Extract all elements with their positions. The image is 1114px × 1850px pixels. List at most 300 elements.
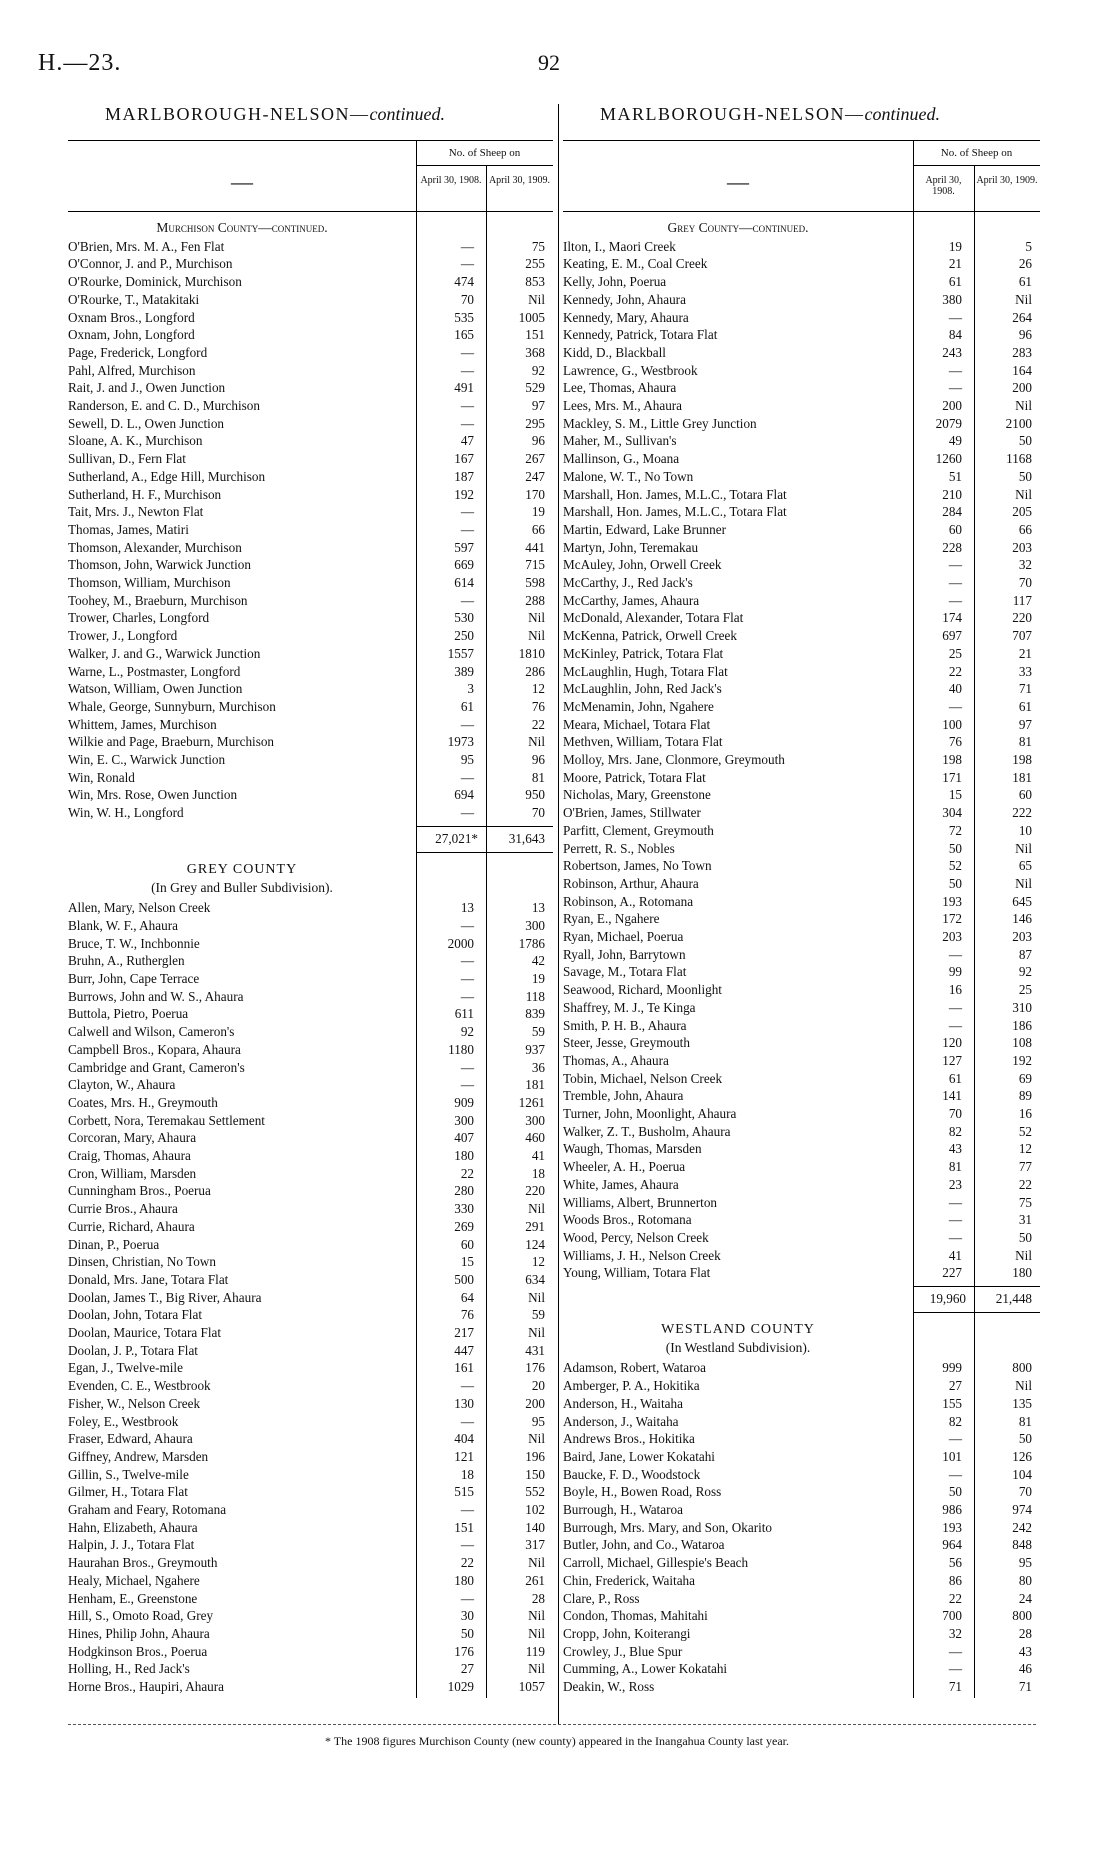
table-row: [68, 362, 553, 380]
table-row: [563, 486, 1040, 504]
table-row: [563, 450, 1040, 468]
row-1908-value: 21: [948, 256, 962, 272]
table-row: [68, 609, 553, 627]
row-name: Andrews Bros., Hokitika: [563, 1431, 695, 1447]
page-number: 92: [538, 50, 560, 75]
row-1909-value: 937: [525, 1041, 545, 1057]
row-1908-value: 161: [454, 1360, 474, 1376]
row-1909-value: 1786: [518, 935, 545, 951]
row-1908-value: 70: [948, 1106, 962, 1121]
row-1908-value: 84: [948, 327, 962, 343]
section-subtitle: (In Westland Subdivision).: [665, 1339, 811, 1355]
row-name: Mackley, S. M., Little Grey Junction: [563, 415, 757, 431]
table-row: [563, 344, 1040, 362]
row-1909-value: 220: [1012, 610, 1032, 626]
header-col-1909: April 30, 1909.: [976, 175, 1038, 186]
table-row: [563, 415, 1040, 433]
row-1908-value: 47: [460, 433, 474, 449]
row-1908-value: —: [460, 953, 474, 969]
table-row: [563, 946, 1040, 964]
row-name: Savage, M., Totara Flat: [563, 964, 687, 980]
header-group-rule: [913, 165, 1040, 166]
total-rule: [416, 826, 553, 827]
row-1909-value: 800: [1012, 1608, 1032, 1624]
row-1908-value: —: [948, 946, 962, 962]
row-1908-value: 22: [948, 1590, 962, 1606]
row-name: Williams, J. H., Nelson Creek: [563, 1247, 721, 1263]
row-1908-value: 13: [460, 900, 474, 916]
row-name: Adamson, Robert, Wataroa: [563, 1360, 706, 1376]
table-row: [563, 1519, 1040, 1537]
row-1909-value: 242: [1012, 1519, 1032, 1535]
row-1908-value: 92: [460, 1024, 474, 1040]
row-1909-value: 1005: [518, 309, 545, 325]
header-group-label: No. of Sheep on: [448, 147, 521, 159]
table-row: [68, 988, 553, 1006]
row-name: McAuley, John, Orwell Creek: [563, 557, 722, 573]
row-1909-value: 19: [531, 504, 545, 520]
table-row: [563, 804, 1040, 822]
row-1908-value: 474: [454, 274, 474, 290]
row-name: Methven, William, Totara Flat: [563, 734, 723, 750]
row-1908-value: 1260: [935, 451, 962, 467]
table-row: [563, 1123, 1040, 1141]
table-row: [68, 1236, 553, 1254]
row-1909-value: Nil: [528, 291, 545, 307]
row-name: Hodgkinson Bros., Poerua: [68, 1643, 208, 1659]
row-name: Lawrence, G., Westbrook: [563, 362, 698, 378]
row-name: Lee, Thomas, Ahaura: [563, 380, 677, 396]
row-1909-value: 170: [525, 486, 545, 502]
row-1909-value: 102: [525, 1502, 545, 1517]
row-1908-value: 180: [454, 1148, 474, 1163]
row-1908-value: 250: [454, 628, 474, 644]
row-1909-value: 71: [1018, 681, 1032, 697]
row-name: Butler, John, and Co., Wataroa: [563, 1537, 725, 1553]
row-1908-value: 700: [942, 1608, 962, 1624]
row-1909-value: 21: [1018, 645, 1032, 661]
table-row: [563, 645, 1040, 663]
row-name: Fisher, W., Nelson Creek: [68, 1395, 201, 1411]
table-row: [68, 1607, 553, 1625]
row-1909-value: 181: [1012, 769, 1032, 785]
table-row: [563, 1430, 1040, 1448]
table-row: [68, 273, 553, 291]
table-row: [68, 1182, 553, 1200]
row-1909-value: 2100: [1005, 415, 1032, 431]
table-row: [563, 503, 1040, 521]
table-row: [563, 255, 1040, 273]
row-name: Malone, W. T., No Town: [563, 468, 694, 484]
row-name: McLaughlin, Hugh, Totara Flat: [563, 663, 728, 679]
row-1909-value: 89: [1018, 1088, 1032, 1104]
total-rule: [913, 1286, 1040, 1287]
row-1908-value: —: [948, 1466, 962, 1482]
row-name: Ryall, John, Barrytown: [563, 946, 686, 962]
row-name: Bruhn, A., Rutherglen: [68, 953, 185, 969]
row-1908-value: —: [460, 256, 474, 272]
table-row: [68, 379, 553, 397]
row-1908-value: 43: [948, 1141, 962, 1157]
row-1909-value: 69: [1018, 1070, 1032, 1086]
row-name: Baucke, F. D., Woodstock: [563, 1466, 701, 1482]
table-row: [68, 935, 553, 953]
row-1908-value: 82: [948, 1413, 962, 1429]
row-1909-value: 36: [531, 1059, 545, 1075]
table-row: [68, 917, 553, 935]
row-name: O'Brien, James, Stillwater: [563, 805, 701, 821]
row-1909-value: 28: [1018, 1625, 1032, 1641]
table-row: [563, 857, 1040, 875]
row-1909-value: 16: [1018, 1106, 1032, 1121]
row-1909-value: 124: [525, 1236, 545, 1252]
row-1908-value: 60: [460, 1236, 474, 1252]
row-1908-value: 22: [460, 1165, 474, 1181]
row-name: Turner, John, Moonlight, Ahaura: [563, 1106, 737, 1121]
header-group-label: No. of Sheep on: [940, 147, 1013, 159]
table-row: [563, 362, 1040, 380]
table-row: [563, 1678, 1040, 1696]
table-row: [68, 769, 553, 787]
row-1908-value: 99: [948, 964, 962, 980]
row-1909-value: 192: [1012, 1052, 1032, 1068]
row-1909-value: 150: [525, 1466, 545, 1482]
table-row: [68, 574, 553, 592]
row-name: McDonald, Alexander, Totara Flat: [563, 610, 744, 626]
table-row: [563, 609, 1040, 627]
row-name: Cunningham Bros., Poerua: [68, 1183, 211, 1199]
row-name: Evenden, C. E., Westbrook: [68, 1378, 211, 1394]
row-name: Crowley, J., Blue Spur: [563, 1643, 683, 1659]
table-row: [68, 1501, 553, 1519]
row-1908-value: 986: [942, 1502, 962, 1517]
row-1908-value: 614: [454, 575, 474, 590]
row-name: Doolan, J. P., Totara Flat: [68, 1342, 198, 1358]
row-1908-value: —: [948, 698, 962, 714]
row-name: O'Brien, Mrs. M. A., Fen Flat: [68, 238, 225, 254]
table-header: [563, 140, 1040, 212]
table-row: [68, 899, 553, 917]
row-1909-value: Nil: [1015, 486, 1032, 502]
row-1908-value: 25: [948, 645, 962, 661]
row-name: McMenamin, John, Ngahere: [563, 698, 714, 714]
section-title: Grey County—continued.: [667, 220, 809, 235]
row-1909-value: 529: [525, 380, 545, 396]
row-1908-value: 3: [467, 681, 474, 697]
row-1909-value: 24: [1018, 1590, 1032, 1606]
row-name: Warne, L., Postmaster, Longford: [68, 663, 241, 679]
row-1909-value: 70: [1018, 575, 1032, 590]
row-name: Maher, M., Sullivan's: [563, 433, 677, 449]
row-name: Thomson, William, Murchison: [68, 575, 231, 590]
table-row: [68, 1218, 553, 1236]
row-1908-value: 2079: [935, 415, 962, 431]
row-name: Young, William, Totara Flat: [563, 1265, 711, 1281]
row-1909-value: 50: [1018, 1431, 1032, 1447]
row-name: Foley, E., Westbrook: [68, 1413, 179, 1429]
row-1909-value: 220: [525, 1183, 545, 1199]
table-row: [68, 1572, 553, 1590]
row-name: Ryan, E., Ngahere: [563, 911, 660, 927]
row-1909-value: 70: [531, 805, 545, 821]
row-1909-value: 81: [1018, 734, 1032, 750]
table-row: [563, 1448, 1040, 1466]
table-row: [68, 1306, 553, 1324]
row-1908-value: 41: [948, 1247, 962, 1263]
row-1908-value: 611: [454, 1006, 474, 1022]
table-row: [68, 1342, 553, 1360]
row-1909-value: 75: [1018, 1194, 1032, 1210]
row-name: Lees, Mrs. M., Ahaura: [563, 398, 683, 413]
row-name: McKenna, Patrick, Orwell Creek: [563, 628, 737, 644]
row-1908-value: 284: [942, 504, 962, 520]
row-1909-value: Nil: [1015, 840, 1032, 856]
table-row: [68, 255, 553, 273]
row-name: Smith, P. H. B., Ahaura: [563, 1017, 687, 1033]
table-row: [563, 1087, 1040, 1105]
table-row: [563, 1607, 1040, 1625]
row-1908-value: —: [460, 415, 474, 431]
row-1909-value: 222: [1012, 805, 1032, 821]
header-col-1908: April 30, 1908.: [420, 175, 482, 186]
row-1908-value: 32: [948, 1625, 962, 1641]
row-name: Watson, William, Owen Junction: [68, 681, 243, 697]
row-1909-value: 203: [1012, 929, 1032, 944]
row-1908-value: 187: [454, 468, 474, 484]
table-row: [563, 432, 1040, 450]
row-1909-value: 288: [525, 592, 545, 608]
row-1909-value: 180: [1012, 1265, 1032, 1281]
row-1908-value: —: [948, 575, 962, 590]
row-name: Win, E. C., Warwick Junction: [68, 752, 226, 767]
right-sheep-table: [563, 140, 1040, 1694]
table-row: [563, 875, 1040, 893]
row-name: Deakin, W., Ross: [563, 1679, 655, 1694]
row-name: Marshall, Hon. James, M.L.C., Totara Flat: [563, 504, 787, 520]
row-name: Haurahan Bros., Greymouth: [68, 1555, 218, 1571]
row-1909-value: 164: [1012, 362, 1032, 378]
row-name: Giffney, Andrew, Marsden: [68, 1448, 209, 1464]
right-heading: MARLBOROUGH-NELSON—continued.: [600, 104, 940, 124]
table-row: [68, 663, 553, 681]
row-1908-value: —: [460, 1413, 474, 1429]
row-1908-value: 389: [454, 663, 474, 679]
row-1908-value: 72: [948, 822, 962, 838]
row-1909-value: 853: [525, 274, 545, 290]
table-row: [563, 1105, 1040, 1123]
table-row: [68, 1643, 553, 1661]
row-name: Cropp, John, Koiterangi: [563, 1625, 691, 1641]
row-1908-value: 60: [948, 521, 962, 537]
row-name: Walker, Z. T., Busholm, Ahaura: [563, 1123, 731, 1139]
row-1909-value: 22: [531, 716, 545, 732]
row-name: Sutherland, A., Edge Hill, Murchison: [68, 468, 266, 484]
row-name: Graham and Feary, Rotomana: [68, 1502, 227, 1517]
table-row: [68, 1678, 553, 1696]
table-row: [68, 1165, 553, 1183]
row-1909-value: 10: [1018, 822, 1032, 838]
header-vrule: [974, 165, 975, 211]
row-name: Kennedy, Mary, Ahaura: [563, 309, 689, 325]
table-row: [68, 592, 553, 610]
table-row: [563, 1395, 1040, 1413]
table-row: [68, 952, 553, 970]
table-row: [68, 432, 553, 450]
row-1908-value: 71: [948, 1679, 962, 1694]
row-1908-value: 81: [948, 1159, 962, 1175]
table-row: [563, 521, 1040, 539]
row-name: Kelly, John, Poerua: [563, 274, 667, 290]
row-name: Win, Mrs. Rose, Owen Junction: [68, 787, 238, 803]
row-name: Robinson, A., Rotomana: [563, 893, 694, 909]
table-row: [563, 592, 1040, 610]
row-1909-value: 118: [525, 988, 545, 1004]
row-name: Williams, Albert, Brunnerton: [563, 1194, 718, 1210]
row-name: Gilmer, H., Totara Flat: [68, 1484, 188, 1500]
row-name: Rait, J. and J., Owen Junction: [68, 380, 226, 396]
row-name: Meara, Michael, Totara Flat: [563, 716, 711, 732]
table-row: [68, 1289, 553, 1307]
row-name: Sewell, D. L., Owen Junction: [68, 415, 225, 431]
row-name: Hines, Philip John, Ahaura: [68, 1625, 210, 1641]
table-row: [68, 450, 553, 468]
row-1909-value: 800: [1012, 1360, 1032, 1376]
row-name: Burrough, Mrs. Mary, and Son, Okarito: [563, 1519, 773, 1535]
row-1908-value: 19: [948, 238, 962, 254]
row-1909-value: 18: [531, 1165, 545, 1181]
row-1908-value: 192: [454, 486, 474, 502]
row-1908-value: 2000: [447, 935, 474, 951]
row-1909-value: 441: [525, 539, 545, 555]
row-1908-value: 121: [454, 1448, 474, 1464]
row-1908-value: 697: [942, 628, 962, 644]
column-vrule: [913, 210, 914, 1698]
table-row: [563, 840, 1040, 858]
row-1908-value: 86: [948, 1572, 962, 1588]
row-name: Healy, Michael, Ngahere: [68, 1572, 200, 1588]
row-1908-value: 50: [460, 1625, 474, 1641]
row-1909-value: 1057: [518, 1679, 545, 1694]
table-row: [68, 804, 553, 822]
table-row: [563, 326, 1040, 344]
header-group-rule: [416, 165, 553, 166]
row-name: Buttola, Pietro, Poerua: [68, 1006, 189, 1022]
row-name: Coates, Mrs. H., Greymouth: [68, 1094, 218, 1110]
table-row: [68, 1359, 553, 1377]
table-row: [68, 1377, 553, 1395]
row-1908-value: 535: [454, 309, 474, 325]
row-name: Martyn, John, Teremakau: [563, 539, 699, 555]
row-1908-value: 243: [942, 344, 962, 360]
total-rule: [416, 852, 553, 853]
row-1908-value: 1180: [448, 1041, 474, 1057]
table-row: [68, 1413, 553, 1431]
row-1908-value: —: [460, 344, 474, 360]
table-row: [68, 698, 553, 716]
row-1908-value: 1557: [447, 645, 474, 661]
row-1909-value: 368: [525, 344, 545, 360]
row-name: Tait, Mrs. J., Newton Flat: [68, 504, 204, 520]
row-1908-value: 30: [460, 1608, 474, 1624]
row-1909-value: 135: [1012, 1395, 1032, 1411]
table-row: [563, 981, 1040, 999]
row-1908-value: —: [460, 1537, 474, 1553]
row-1908-value: —: [460, 1502, 474, 1517]
row-name: Currie Bros., Ahaura: [68, 1201, 178, 1217]
table-row: [68, 397, 553, 415]
row-name: Ryan, Michael, Poerua: [563, 929, 684, 944]
row-1908-value: —: [948, 1212, 962, 1228]
total-1908: 19,960: [929, 1291, 966, 1306]
row-1908-value: —: [460, 1077, 474, 1093]
row-name: Woods Bros., Rotomana: [563, 1212, 692, 1228]
row-1908-value: —: [948, 557, 962, 573]
table-row: [563, 1264, 1040, 1282]
row-1909-value: 205: [1012, 504, 1032, 520]
table-row: [68, 1005, 553, 1023]
row-1909-value: 71: [1018, 1679, 1032, 1694]
row-name: Thomas, James, Matiri: [68, 521, 189, 537]
row-1908-value: —: [948, 592, 962, 608]
row-1908-value: 56: [948, 1555, 962, 1571]
row-1908-value: —: [460, 917, 474, 933]
row-1909-value: 117: [1012, 592, 1032, 608]
total-1909: 31,643: [508, 830, 545, 846]
header-col-1909: April 30, 1909.: [488, 175, 551, 186]
row-1908-value: 228: [942, 539, 962, 555]
row-name: Steer, Jesse, Greymouth: [563, 1035, 690, 1051]
header-dash: —: [231, 169, 253, 194]
table-row: [68, 1554, 553, 1572]
table-row: [563, 1643, 1040, 1661]
row-1908-value: —: [948, 362, 962, 378]
row-1909-value: 19: [531, 971, 545, 986]
row-name: McCarthy, J., Red Jack's: [563, 575, 693, 590]
row-name: Donald, Mrs. Jane, Totara Flat: [68, 1271, 229, 1287]
table-row: [68, 716, 553, 734]
row-1909-value: 52: [1018, 1123, 1032, 1139]
table-row: [68, 970, 553, 988]
row-1909-value: 310: [1012, 999, 1032, 1015]
row-name: Trower, Charles, Longford: [68, 610, 210, 626]
row-name: Randerson, E. and C. D., Murchison: [68, 398, 260, 413]
row-1908-value: 76: [948, 734, 962, 750]
row-1908-value: —: [460, 988, 474, 1004]
row-1909-value: 707: [1012, 628, 1032, 644]
row-1908-value: 172: [942, 911, 962, 927]
row-1908-value: 909: [454, 1094, 474, 1110]
row-1908-value: 200: [942, 398, 962, 413]
row-1908-value: 167: [454, 451, 474, 467]
table-row: [563, 238, 1040, 256]
row-name: Carroll, Michael, Gillespie's Beach: [563, 1555, 749, 1571]
table-row: [68, 468, 553, 486]
table-row: [68, 1625, 553, 1643]
table-row: [563, 468, 1040, 486]
row-1909-value: 267: [525, 451, 545, 467]
row-1909-value: 96: [531, 433, 545, 449]
row-1908-value: —: [460, 1378, 474, 1394]
row-1909-value: 300: [525, 1112, 545, 1128]
table-row: [68, 1536, 553, 1554]
row-1908-value: 198: [942, 752, 962, 767]
row-name: Thomas, A., Ahaura: [563, 1052, 669, 1068]
row-name: Tobin, Michael, Nelson Creek: [563, 1070, 723, 1086]
table-row: [563, 291, 1040, 309]
row-1909-value: 95: [531, 1413, 545, 1429]
row-name: Kidd, D., Blackball: [563, 344, 666, 360]
row-1909-value: 186: [1012, 1017, 1032, 1033]
